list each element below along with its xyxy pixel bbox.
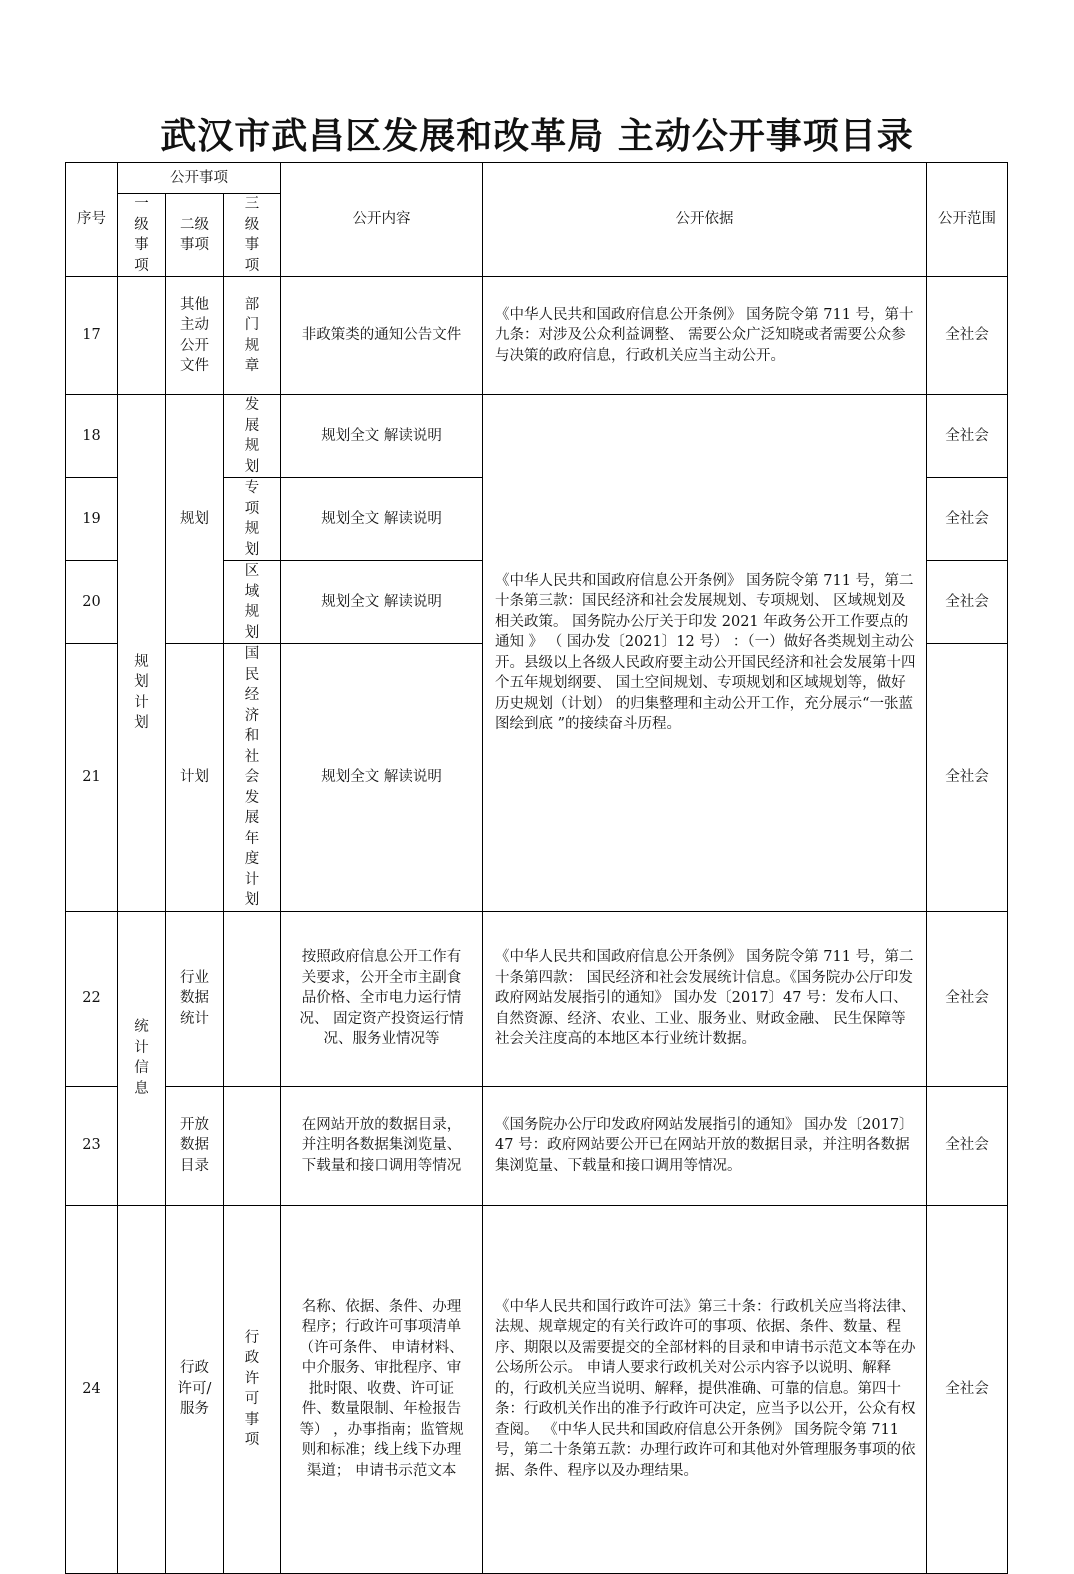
row-seq: 24: [66, 1205, 118, 1573]
row-scope: 全社会: [927, 478, 1008, 561]
row-level3: 发展规划: [224, 395, 281, 478]
row-level3: 区域规划: [224, 561, 281, 644]
row-scope: 全社会: [927, 395, 1008, 478]
row-level2: 规划: [166, 395, 224, 644]
row-level3: 行政许可事项: [224, 1205, 281, 1573]
header-level1: 一级事项: [118, 194, 166, 277]
row-seq: 20: [66, 561, 118, 644]
row-level3: 专项规划: [224, 478, 281, 561]
header-level3: 三级事项: [224, 194, 281, 277]
table-row: [66, 277, 1008, 395]
row-level1-empty: [118, 277, 166, 395]
row-content: 规划全文 解读说明: [281, 395, 483, 478]
row-content: 非政策类的通知公告文件: [281, 277, 483, 395]
disclosure-table: [65, 162, 1008, 1574]
row-level2: 计划: [166, 644, 224, 912]
table-row: [66, 395, 1008, 478]
row-basis: 《国务院办公厅印发政府网站发展指引的通知》 国办发〔2017〕47 号：政府网站要公开已在网站开放的数据目录，并注明各数据集浏览量、下载量和接口调用等情况。: [483, 1086, 927, 1205]
row-level2: 开放数据目录: [166, 1086, 224, 1205]
header-basis: 公开依据: [483, 163, 927, 277]
row-level2: 行业数据统计: [166, 911, 224, 1086]
row-level1-empty: [118, 1205, 166, 1573]
row-scope: 全社会: [927, 644, 1008, 912]
row-scope: 全社会: [927, 1205, 1008, 1573]
row-seq: 18: [66, 395, 118, 478]
row-seq: 21: [66, 644, 118, 912]
page-title: 武汉市武昌区发展和改革局 主动公开事项目录: [160, 115, 914, 157]
row-seq: 19: [66, 478, 118, 561]
row-content: 在网站开放的数据目录，并注明各数据集浏览量、下载量和接口调用等情况: [281, 1086, 483, 1205]
table-row: [66, 1086, 1008, 1205]
row-scope: 全社会: [927, 277, 1008, 395]
row-seq: 17: [66, 277, 118, 395]
row-basis: 《中华人民共和国政府信息公开条例》 国务院令第 711 号，第十九条：对涉及公众利益调整、 需要公众广泛知晓或者需要公众参与决策的政府信息，行政机关应当主动公开。: [483, 277, 927, 395]
table-row: [66, 911, 1008, 1086]
row-level1: 统计信息: [118, 911, 166, 1205]
header-items-group: 公开事项: [118, 163, 281, 194]
row-level3-empty: [224, 911, 281, 1086]
row-level2: 行政许可/服务: [166, 1205, 224, 1573]
row-content: 按照政府信息公开工作有关要求，公开全市主副食品价格、全市电力运行情况、 固定资产投资运行情况、服务业情况等: [281, 911, 483, 1086]
row-content: 规划全文 解读说明: [281, 478, 483, 561]
row-scope: 全社会: [927, 911, 1008, 1086]
row-basis: 《中华人民共和国政府信息公开条例》 国务院令第 711 号，第二十条第三款：国民经济和社会发展规划、专项规划、 区域规划及相关政策。 国务院办公厅关于印发 2021 年政务公开工作要点的通知 》 （ 国办发〔2021〕12 号） ：（一）做好各类规划主动公开。县级以上各级人民政府要主动公开国民经济和社会发展第十四个五年规划纲要、 国土空间规划、专项规划和区域规划等，做好历史规划（计划） 的归集整理和主动公开工作，充分展示“一张蓝图绘到底 ”的接续奋斗历程。: [483, 395, 927, 912]
row-level2: 其他主动公开文件: [166, 277, 224, 395]
header-row: [66, 163, 1008, 194]
row-basis: 《中华人民共和国政府信息公开条例》 国务院令第 711 号，第二十条第四款： 国民经济和社会发展统计信息。《国务院办公厅印发政府网站发展指引的通知》 国办发〔2017〕47 号：发布人口、 自然资源、经济、农业、工业、服务业、财政金融、 民生保障等社会关注度高的本地区本行业统计数据。: [483, 911, 927, 1086]
header-scope: 公开范围: [927, 163, 1008, 277]
row-content: 名称、依据、条件、办理程序；行政许可事项清单（许可条件、 申请材料、 中介服务、审批程序、审批时限、收费、许可证件、数量限制、年检报告等） ，办事指南；监管规则和标准；线上线下办理渠道； 申请书示范文本: [281, 1205, 483, 1573]
row-level1: 规划计划: [118, 395, 166, 912]
row-seq: 23: [66, 1086, 118, 1205]
table-row: [66, 1205, 1008, 1573]
header-content: 公开内容: [281, 163, 483, 277]
row-basis: 《中华人民共和国行政许可法》第三十条：行政机关应当将法律、法规、规章规定的有关行政许可的事项、依据、条件、数量、程序、期限以及需要提交的全部材料的目录和申请书示范文本等在办公场所公示。 申请人要求行政机关对公示内容予以说明、解释的，行政机关应当说明、解释，提供准确、可靠的信息。第四十条：行政机关作出的准予行政许可决定，应当予以公开，公众有权查阅。 《中华人民共和国政府信息公开条例》 国务院令第 711 号，第二十条第五款：办理行政许可和其他对外管理服务事项的依据、条件、程序以及办理结果。: [483, 1205, 927, 1573]
header-level2: 二级事项: [166, 194, 224, 277]
row-content: 规划全文 解读说明: [281, 644, 483, 912]
row-content: 规划全文 解读说明: [281, 561, 483, 644]
row-scope: 全社会: [927, 1086, 1008, 1205]
row-level3-empty: [224, 1086, 281, 1205]
row-scope: 全社会: [927, 561, 1008, 644]
row-seq: 22: [66, 911, 118, 1086]
header-seq: 序号: [66, 163, 118, 277]
row-level3: 部门规章: [224, 277, 281, 395]
row-level3: 国民经济和社会发展年度计划: [224, 644, 281, 912]
